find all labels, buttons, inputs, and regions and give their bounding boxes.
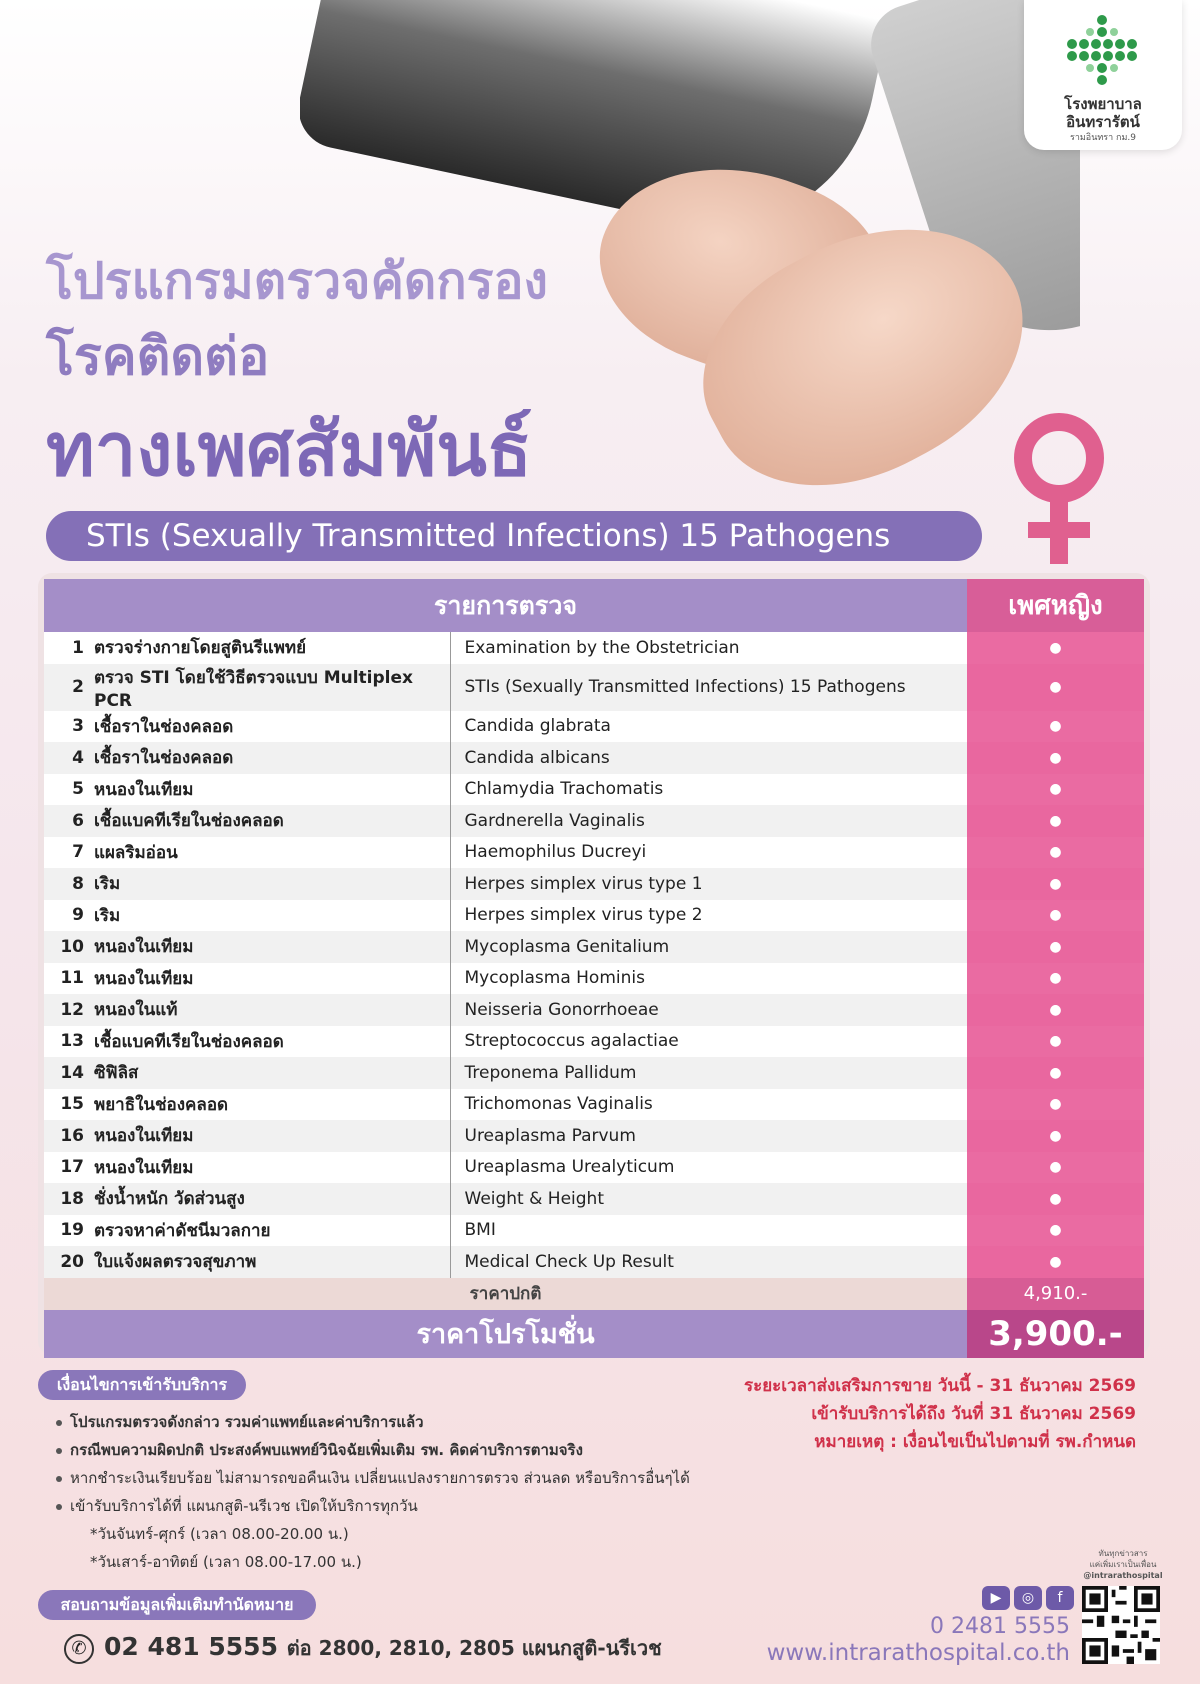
condition-hours-weekend: *วันเสาร์-อาทิตย์ (เวลา 08.00-17.00 น.) <box>90 1553 362 1571</box>
row-number: 5 <box>44 774 92 806</box>
phone-line <box>104 1632 662 1664</box>
row-english-name: Trichomonas Vaginalis <box>450 1089 967 1121</box>
qr-caption-line3: @intrarathospital <box>1083 1571 1163 1580</box>
row-english-name: Weight & Height <box>450 1183 967 1215</box>
condition-item <box>56 1464 776 1492</box>
row-number: 10 <box>44 931 92 963</box>
row-thai-name: ชั่งน้ำหนัก วัดส่วนสูง <box>92 1183 450 1215</box>
row-english-name: BMI <box>450 1215 967 1247</box>
female-check-mark: ● <box>967 963 1144 995</box>
hospital-logo <box>1024 0 1182 150</box>
row-thai-name: เริม <box>92 868 450 900</box>
row-number: 11 <box>44 963 92 995</box>
phone-extensions: ต่อ 2800, 2810, 2805 แผนกสูติ-นรีเวช <box>286 1636 662 1660</box>
contact-title: สอบถามข้อมูลเพิ่มเติมทำนัดหมาย <box>38 1590 316 1620</box>
row-english-name: Neisseria Gonorrhoeae <box>450 994 967 1026</box>
test-items-table <box>38 573 1150 1355</box>
row-english-name: Candida glabrata <box>450 711 967 743</box>
row-thai-name: แผลริมอ่อน <box>92 837 450 869</box>
table-row <box>44 742 1144 774</box>
table-row <box>44 837 1144 869</box>
row-english-name: Gardnerella Vaginalis <box>450 805 967 837</box>
phone-number[interactable]: 02 481 5555 <box>104 1632 278 1661</box>
phone-icon: ✆ <box>64 1634 94 1664</box>
condition-text: โปรแกรมตรวจดังกล่าว รวมค่าแพทย์และค่าบริการแล้ว <box>70 1413 424 1431</box>
green-dot-cross-icon <box>1064 12 1140 88</box>
female-check-mark: ● <box>967 805 1144 837</box>
footer-phone[interactable]: 0 2481 5555 <box>930 1614 1070 1639</box>
row-thai-name: พยาธิในช่องคลอด <box>92 1089 450 1121</box>
header-test-items: รายการตรวจ <box>44 579 967 632</box>
table-row <box>44 1246 1144 1278</box>
row-number: 15 <box>44 1089 92 1121</box>
row-thai-name: หนองในเทียม <box>92 963 450 995</box>
female-check-mark: ● <box>967 837 1144 869</box>
row-number: 14 <box>44 1057 92 1089</box>
female-check-mark: ● <box>967 1057 1144 1089</box>
row-english-name: Mycoplasma Genitalium <box>450 931 967 963</box>
row-thai-name: หนองในเทียม <box>92 931 450 963</box>
table-row <box>44 994 1144 1026</box>
promo-price-label: ราคาโปรโมชั่น <box>44 1310 967 1358</box>
female-check-mark: ● <box>967 1120 1144 1152</box>
table-row <box>44 1183 1144 1215</box>
row-english-name: STIs (Sexually Transmitted Infections) 15 Pathogens <box>450 664 967 711</box>
logo-name-line2: อินทรารัตน์ <box>1066 113 1140 131</box>
female-check-mark: ● <box>967 664 1144 711</box>
promo-note: หมายเหตุ : เงื่อนไขเป็นไปตามที่ รพ.กำหนด <box>814 1432 1136 1452</box>
bullet-icon <box>56 1420 62 1426</box>
row-thai-name: หนองในเทียม <box>92 1120 450 1152</box>
table-row <box>44 1057 1144 1089</box>
normal-price-label: ราคาปกติ <box>44 1278 967 1310</box>
promotion-period-info <box>744 1372 1136 1456</box>
table-row <box>44 931 1144 963</box>
row-number: 8 <box>44 868 92 900</box>
bullet-icon <box>56 1448 62 1454</box>
table-row <box>44 1152 1144 1184</box>
row-number: 17 <box>44 1152 92 1184</box>
row-number: 3 <box>44 711 92 743</box>
row-number: 12 <box>44 994 92 1026</box>
table-row <box>44 1026 1144 1058</box>
qr-caption <box>1068 1548 1178 1581</box>
female-check-mark: ● <box>967 931 1144 963</box>
row-thai-name: หนองในเทียม <box>92 1152 450 1184</box>
row-english-name: Haemophilus Ducreyi <box>450 837 967 869</box>
table-row <box>44 1089 1144 1121</box>
row-thai-name: เชื้อแบคทีเรียในช่องคลอด <box>92 1026 450 1058</box>
row-english-name: Herpes simplex virus type 1 <box>450 868 967 900</box>
row-english-name: Candida albicans <box>450 742 967 774</box>
row-thai-name: เชื้อแบคทีเรียในช่องคลอด <box>92 805 450 837</box>
row-number: 19 <box>44 1215 92 1247</box>
facebook-icon[interactable]: f <box>1046 1586 1074 1610</box>
promo-price-value: 3,900.- <box>967 1310 1144 1358</box>
table-row <box>44 632 1144 664</box>
row-number: 16 <box>44 1120 92 1152</box>
row-thai-name: เชื้อราในช่องคลอด <box>92 742 450 774</box>
youtube-icon[interactable]: ▶ <box>982 1586 1010 1610</box>
program-banner: STIs (Sexually Transmitted Infections) 15 Pathogens <box>46 511 982 561</box>
female-check-mark: ● <box>967 1246 1144 1278</box>
table-row <box>44 711 1144 743</box>
row-english-name: Streptococcus agalactiae <box>450 1026 967 1058</box>
row-thai-name: เชื้อราในช่องคลอด <box>92 711 450 743</box>
condition-text: เข้ารับบริการได้ที่ แผนกสูติ-นรีเวช เปิดให้บริการทุกวัน <box>70 1497 418 1515</box>
instagram-icon[interactable]: ◎ <box>1014 1586 1042 1610</box>
row-thai-name: ตรวจหาค่าดัชนีมวลกาย <box>92 1215 450 1247</box>
row-thai-name: หนองในเทียม <box>92 774 450 806</box>
logo-name-line1: โรงพยาบาล <box>1064 95 1142 113</box>
row-english-name: Chlamydia Trachomatis <box>450 774 967 806</box>
female-check-mark: ● <box>967 742 1144 774</box>
row-thai-name: ซิฟิลิส <box>92 1057 450 1089</box>
qr-caption-line1: ทันทุกข่าวสาร <box>1098 1549 1148 1558</box>
title-line3: ทางเพศสัมพันธ์ <box>46 407 532 493</box>
promo-period: ระยะเวลาส่งเสริมการขาย วันนี้ - 31 ธันวาคม 2569 <box>743 1376 1136 1396</box>
conditions-list <box>56 1408 776 1576</box>
row-english-name: Treponema Pallidum <box>450 1057 967 1089</box>
condition-item <box>56 1436 776 1464</box>
condition-item <box>56 1492 776 1520</box>
row-english-name: Herpes simplex virus type 2 <box>450 900 967 932</box>
female-check-mark: ● <box>967 1215 1144 1247</box>
title-line2: โรคติดต่อ <box>46 327 270 387</box>
female-check-mark: ● <box>967 900 1144 932</box>
title-line1: โปรแกรมตรวจคัดกรอง <box>46 252 548 310</box>
row-thai-name: ตรวจร่างกายโดยสูตินรีแพทย์ <box>92 632 450 664</box>
qr-code-icon[interactable] <box>1082 1586 1160 1664</box>
female-symbol-icon <box>1000 410 1118 570</box>
table-row <box>44 805 1144 837</box>
row-number: 9 <box>44 900 92 932</box>
female-check-mark: ● <box>967 1183 1144 1215</box>
condition-text: หากชำระเงินเรียบร้อย ไม่สามารถขอคืนเงิน เปลี่ยนแปลงรายการตรวจ ส่วนลด หรือบริการอื่นๆได้ <box>70 1469 690 1487</box>
row-english-name: Medical Check Up Result <box>450 1246 967 1278</box>
bullet-icon <box>56 1504 62 1510</box>
normal-price-value: 4,910.- <box>967 1278 1144 1310</box>
header-female: เพศหญิง <box>967 579 1144 632</box>
table-row <box>44 868 1144 900</box>
logo-subtitle: รามอินทรา กม.9 <box>1069 133 1137 143</box>
female-check-mark: ● <box>967 711 1144 743</box>
table-row <box>44 963 1144 995</box>
qr-caption-line2: แค่เพิ่มเราเป็นเพื่อน <box>1089 1560 1157 1569</box>
female-check-mark: ● <box>967 774 1144 806</box>
row-thai-name: ใบแจ้งผลตรวจสุขภาพ <box>92 1246 450 1278</box>
row-number: 13 <box>44 1026 92 1058</box>
row-number: 4 <box>44 742 92 774</box>
table-row <box>44 1215 1144 1247</box>
female-check-mark: ● <box>967 868 1144 900</box>
table-row <box>44 1120 1144 1152</box>
row-number: 6 <box>44 805 92 837</box>
row-thai-name: ตรวจ STI โดยใช้วิธีตรวจแบบ Multiplex PCR <box>92 664 450 711</box>
female-check-mark: ● <box>967 1152 1144 1184</box>
row-number: 18 <box>44 1183 92 1215</box>
condition-item <box>56 1408 776 1436</box>
row-english-name: Examination by the Obstetrician <box>450 632 967 664</box>
female-check-mark: ● <box>967 994 1144 1026</box>
condition-text: กรณีพบความผิดปกติ ประสงค์พบแพทย์วินิจฉัยเพิ่มเติม รพ. คิดค่าบริการตามจริง <box>70 1441 583 1459</box>
female-check-mark: ● <box>967 1089 1144 1121</box>
conditions-title: เงื่อนไขการเข้ารับบริการ <box>38 1370 246 1400</box>
row-english-name: Ureaplasma Urealyticum <box>450 1152 967 1184</box>
row-english-name: Ureaplasma Parvum <box>450 1120 967 1152</box>
row-number: 20 <box>44 1246 92 1278</box>
table-body <box>44 632 1144 1278</box>
table-row <box>44 774 1144 806</box>
row-number: 1 <box>44 632 92 664</box>
condition-hours-weekday: *วันจันทร์-ศุกร์ (เวลา 08.00-20.00 น.) <box>90 1525 349 1543</box>
row-english-name: Mycoplasma Hominis <box>450 963 967 995</box>
row-thai-name: เริม <box>92 900 450 932</box>
row-number: 7 <box>44 837 92 869</box>
female-check-mark: ● <box>967 632 1144 664</box>
row-thai-name: หนองในแท้ <box>92 994 450 1026</box>
table-row <box>44 900 1144 932</box>
bullet-icon <box>56 1476 62 1482</box>
row-number: 2 <box>44 664 92 711</box>
female-check-mark: ● <box>967 1026 1144 1058</box>
service-deadline: เข้ารับบริการได้ถึง วันที่ 31 ธันวาคม 2569 <box>811 1404 1136 1424</box>
website-link[interactable]: www.intrarathospital.co.th <box>766 1640 1070 1666</box>
table-row <box>44 664 1144 711</box>
social-icons <box>982 1586 1078 1610</box>
